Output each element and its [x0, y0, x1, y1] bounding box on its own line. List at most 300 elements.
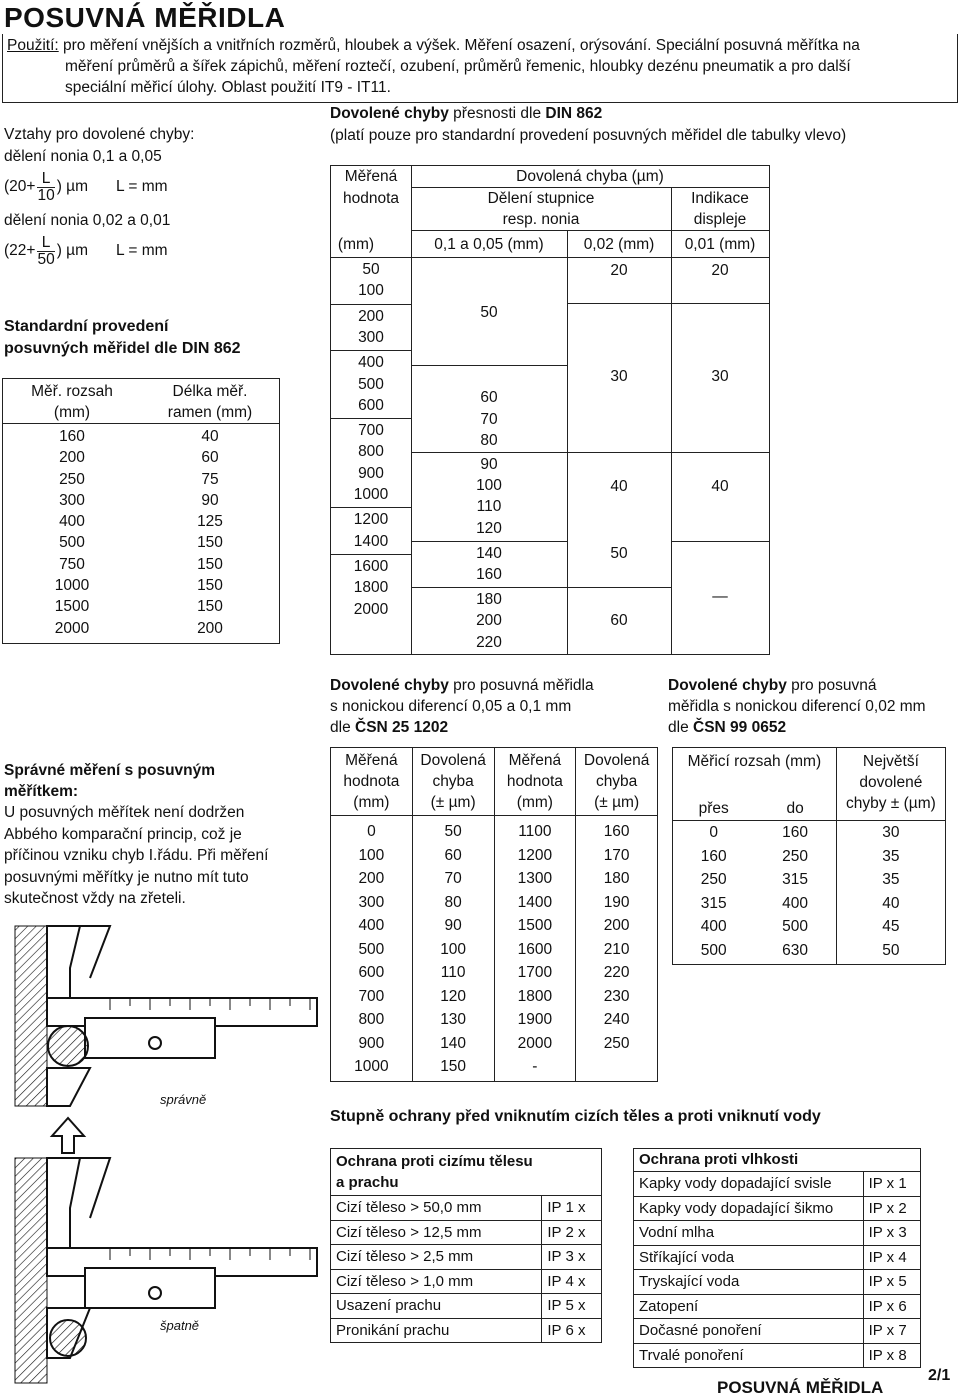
csn251202-cell: 1000: [354, 1058, 389, 1075]
table-row: [331, 1318, 602, 1343]
solid-description: Cizí těleso > 2,5 mm: [331, 1245, 542, 1270]
ip-code: IP 4 x: [542, 1269, 602, 1294]
csn251202-cell: 80: [412, 891, 494, 915]
water-description: Vodní mlha: [634, 1221, 864, 1246]
measured-cell: 1000: [353, 486, 389, 503]
table-row: [331, 1032, 658, 1056]
formula1-numerator: L: [37, 171, 54, 188]
csn251202-cell: 160: [576, 816, 658, 844]
csn251202-cell: 60: [412, 844, 494, 868]
csn251202-cell: 200: [358, 870, 385, 887]
standard-col2-header: [141, 379, 280, 424]
csn251202-cell: 1300: [494, 867, 576, 891]
correct-text-line: Abbého komparační princip, což je: [4, 825, 242, 843]
intro-box: [2, 34, 958, 103]
measured-cell: 50: [362, 261, 380, 278]
header-text: Dovolená: [583, 752, 650, 769]
col-header: 0,1 a 0,05 (mm): [434, 236, 544, 253]
water-description: Kapky vody dopadající svisle: [634, 1172, 864, 1197]
csn990652-cell: 400: [782, 894, 809, 912]
standard-col1-header: [3, 379, 142, 424]
scale-cell: 90: [480, 456, 498, 473]
csn251202-cell: 800: [358, 1011, 385, 1028]
grid-line: [411, 587, 567, 588]
csn251202-cell: 400: [358, 917, 385, 934]
table-row: [673, 868, 946, 892]
scale-cell: 120: [476, 520, 502, 537]
range-cell: 2000: [54, 619, 90, 637]
ip-code: IP 2 x: [542, 1220, 602, 1245]
csn251202-cell: 1400: [494, 891, 576, 915]
measured-cell: 1200: [353, 511, 389, 529]
standard-heading: [4, 316, 304, 360]
table-row: [634, 1172, 921, 1197]
header-text: (mm): [353, 794, 390, 811]
grid-line: [567, 303, 671, 304]
intro-line-3: speciální měřicí úlohy. Oblast použití IT9 - IT11.: [65, 79, 391, 96]
correct-text-line: U posuvných měřítek není dodržen: [4, 804, 245, 821]
table-row: [634, 1319, 921, 1344]
range-cell: 400: [59, 513, 85, 531]
table-row: [331, 938, 658, 962]
csn251202-header-cell: [331, 748, 413, 816]
caliper-wrong-drawing: [15, 1158, 317, 1383]
table-row: [331, 1008, 658, 1032]
din862-subtitle: (platí pouze pro standardní provedení posuvných měřidel dle tabulky vlevo): [330, 127, 847, 144]
grid-line: [671, 303, 769, 304]
csn990652-line2: měřidla s nonickou diferencí 0,02 mm: [668, 698, 926, 715]
correct-heading-line2: měřítkem:: [4, 783, 79, 800]
table-row: [673, 821, 946, 845]
relations-block: [4, 124, 304, 271]
display-header: Indikace: [691, 190, 749, 207]
header-text: dovolené: [859, 774, 923, 791]
table-row: [331, 961, 658, 985]
header-text: (± µm): [430, 794, 476, 811]
csn990652-cell: 0: [673, 821, 755, 845]
csn251202-cell: 140: [412, 1032, 494, 1056]
display-cell: —: [712, 588, 728, 605]
din862-table: [330, 165, 770, 655]
intro-line-1: pro měření vnějších a vnitřních rozměrů, hloubek a výšek. Měření osazení, orýsování. Speciální posuvná měřítka na: [58, 37, 860, 54]
grid-line: [567, 587, 671, 588]
jaw-length-cell: 60: [201, 449, 219, 467]
scale-cell: 160: [476, 566, 502, 583]
ip-code: IP x 4: [863, 1245, 920, 1270]
table-row: [331, 985, 658, 1009]
ip-code: IP 1 x: [542, 1196, 602, 1221]
csn251202-cell: [576, 1055, 658, 1081]
scale-cell: 200: [476, 612, 502, 629]
correct-measurement-block: [4, 760, 314, 910]
header-text: chyba: [595, 773, 638, 790]
correct-heading-line1: Správné měření s posuvným: [4, 762, 216, 779]
measured-cell: 600: [358, 396, 384, 414]
csn990652-cell: 35: [836, 868, 945, 892]
jaw-length-cell: 40: [201, 428, 219, 445]
display-cell: 40: [711, 478, 729, 495]
ip-code: IP 3 x: [542, 1245, 602, 1270]
grid-line: [411, 230, 769, 231]
header-text: Měřená: [508, 752, 562, 769]
measured-cell: 500: [358, 375, 384, 393]
label-correct: správně: [160, 1092, 207, 1107]
table-row: [634, 1343, 921, 1368]
grid-line: [671, 452, 769, 453]
csn251202-cell: 900: [358, 1034, 385, 1052]
scale-cell: 70: [480, 411, 498, 428]
water-description: Kapky vody dopadající šikmo: [634, 1196, 864, 1221]
standard-table: [2, 378, 280, 644]
table-header: [331, 748, 658, 816]
measured-cell: 400: [358, 354, 384, 372]
to-header: do: [786, 800, 804, 817]
csn251202-line2: s nonickou diferencí 0,05 a 0,1 mm: [330, 698, 572, 715]
csn990652-cell: 250: [700, 871, 727, 888]
csn251202-header-cell: [576, 748, 658, 816]
csn251202-table: [330, 747, 658, 1082]
table-row: [673, 892, 946, 916]
solid-description: Cizí těleso > 12,5 mm: [331, 1220, 542, 1245]
page-number: 2/1: [928, 1367, 951, 1384]
csn251202-cell: 250: [576, 1032, 658, 1056]
formula2-l: L = mm: [116, 242, 168, 259]
csn990652-cell: 400: [700, 918, 727, 935]
scale-cell: 80: [480, 432, 498, 449]
csn251202-standard: ČSN 25 1202: [355, 719, 449, 736]
table-row: [331, 1245, 602, 1270]
csn251202-line3-pre: dle: [330, 719, 355, 736]
table-row: [331, 1294, 602, 1319]
csn990652-cell: 500: [782, 918, 809, 935]
csn251202-cell: 1500: [494, 914, 576, 938]
header-text: chyba: [432, 773, 474, 790]
table-row: [3, 554, 280, 575]
range-header: Měřicí rozsah (mm): [687, 753, 822, 770]
scale-cell: 220: [476, 634, 502, 651]
nonia-cell: 40: [610, 478, 628, 495]
table-row: [634, 1270, 921, 1295]
csn251202-title-rest: pro posuvná měřidla: [448, 677, 594, 694]
ip-code: IP x 6: [863, 1294, 920, 1319]
grid-line: [411, 541, 567, 542]
scale-cell: 180: [476, 591, 502, 608]
measured-cell: 100: [358, 282, 384, 300]
display-header: displeje: [693, 211, 747, 228]
din862-title-rest: přesnosti dle: [448, 105, 546, 122]
caliper-illustration: [10, 918, 320, 1388]
table-row: [3, 490, 280, 511]
solid-header: [331, 1149, 602, 1196]
range-cell: 160: [59, 428, 85, 445]
csn251202-cell: 220: [576, 961, 658, 985]
csn251202-cell: 230: [576, 985, 658, 1009]
formula2-denominator: 50: [37, 250, 55, 268]
table-row: [331, 891, 658, 915]
formula2-label: dělení nonia 0,02 a 0,01: [4, 212, 171, 229]
from-header: přes: [698, 800, 729, 817]
table-row: [3, 596, 280, 617]
nonia-cell: 60: [610, 612, 628, 629]
grid-line: [411, 365, 567, 366]
table-row: [331, 1269, 602, 1294]
table-row: [331, 914, 658, 938]
scale-cell: 60: [480, 389, 498, 406]
range-cell: 750: [59, 555, 85, 573]
measured-cell: 800: [358, 443, 384, 461]
table-header: [673, 748, 946, 786]
formula1-unit: ) µm: [56, 178, 89, 195]
col-header: 0,02 (mm): [583, 236, 655, 253]
grid-line: [331, 507, 411, 508]
table-row: [3, 424, 280, 448]
table-row: [3, 469, 280, 490]
header-text: (mm): [516, 794, 553, 811]
solid-description: Pronikání prachu: [331, 1318, 542, 1343]
grid-line: [671, 541, 769, 542]
page-header: [4, 2, 958, 34]
table-row: [3, 447, 280, 468]
correct-text: [4, 802, 314, 910]
measured-cell: 1600: [353, 557, 389, 575]
table-row: [634, 1196, 921, 1221]
table-row: [331, 844, 658, 868]
ip-code: IP 5 x: [542, 1294, 602, 1319]
jaw-length-cell: 150: [197, 598, 223, 616]
csn990652-cell: 30: [836, 821, 945, 845]
csn251202-header-cell: [494, 748, 576, 816]
table-row: [331, 816, 658, 844]
csn990652-cell: 315: [782, 871, 809, 888]
range-cell: 300: [59, 491, 85, 509]
table-row: [3, 532, 280, 553]
jaw-length-cell: 150: [197, 555, 223, 573]
nonia-cell: 30: [610, 368, 628, 385]
grid-line: [411, 452, 567, 453]
ip-code: IP x 5: [863, 1270, 920, 1295]
formula1-denominator: 10: [37, 186, 55, 204]
intro-line-2: měření průměrů a šířek zápichů, měření roztečí, ozubení, průměrů řemenic, hloubky dezénu pneumatik a pro další: [65, 58, 851, 75]
table-header: [634, 1149, 921, 1172]
csn990652-cell: 500: [700, 941, 727, 959]
grid-line: [331, 350, 411, 351]
label-wrong: špatně: [160, 1318, 200, 1333]
header-text: Největší: [862, 753, 919, 770]
measured-cell: 200: [358, 307, 384, 325]
solid-description: Usazení prachu: [331, 1294, 542, 1319]
jaw-length-cell: 200: [197, 619, 223, 637]
din862-title-din: DIN 862: [545, 105, 603, 122]
csn990652-cell: 50: [836, 939, 945, 965]
csn251202-cell: 200: [576, 914, 658, 938]
din862-heading: [330, 103, 960, 147]
measured-cell: 900: [358, 464, 384, 482]
jaw-length-cell: 75: [201, 470, 219, 488]
header-text: hodnota: [343, 773, 400, 790]
solid-description: Cizí těleso > 1,0 mm: [331, 1269, 542, 1294]
scale-cell: 110: [476, 498, 502, 515]
page-title: POSUVNÁ MĚŘIDLA: [4, 2, 286, 33]
grid-line: [331, 554, 411, 555]
csn251202-cell: 210: [576, 938, 658, 962]
header-text: Měřená: [345, 752, 398, 769]
water-description: Tryskající voda: [634, 1270, 864, 1295]
csn251202-cell: 700: [358, 987, 385, 1005]
header-text: ramen (mm): [167, 404, 253, 421]
table-row: [673, 915, 946, 939]
formula2-prefix: (22+: [4, 242, 36, 259]
ip-code: IP x 3: [863, 1221, 920, 1246]
water-description: Zatopení: [634, 1294, 864, 1319]
range-cell: 200: [59, 449, 85, 467]
scale-header: resp. nonia: [502, 211, 580, 228]
measured-header: hodnota: [342, 190, 400, 207]
csn251202-cell: -: [494, 1055, 576, 1081]
error-header: Dovolená chyba (µm): [516, 168, 664, 185]
csn990652-standard: ČSN 99 0652: [693, 719, 787, 736]
footer-title: POSUVNÁ MĚŘIDLA: [717, 1378, 884, 1397]
standard-heading-line2: posuvných měřidel dle DIN 862: [4, 340, 241, 357]
formula1-fraction: [37, 171, 54, 204]
csn251202-heading: [330, 675, 660, 738]
standard-heading-line1: Standardní provedení: [4, 318, 169, 335]
csn251202-cell: 1700: [494, 961, 576, 985]
scale-cell: 50: [480, 304, 498, 321]
grid-line: [567, 452, 671, 453]
formula1-l: L = mm: [116, 178, 168, 195]
ip-code: IP x 7: [863, 1319, 920, 1344]
header-text: hodnota: [506, 773, 563, 790]
col-header: 0,01 (mm): [684, 236, 756, 253]
formula2-numerator: L: [37, 235, 54, 252]
csn251202-cell: 240: [576, 1008, 658, 1032]
csn990652-cell: 160: [700, 847, 727, 865]
protection-heading: Stupně ochrany před vniknutím cizích těles a proti vniknutí vody: [330, 1108, 821, 1125]
range-cell: 1500: [54, 598, 90, 616]
measured-cell: 1800: [353, 579, 389, 597]
csn990652-title-bold: Dovolené chyby: [668, 677, 787, 694]
jaw-length-cell: 150: [197, 534, 223, 552]
water-description: Trvalé ponoření: [634, 1343, 864, 1368]
table-row: [634, 1221, 921, 1246]
csn251202-cell: 110: [412, 961, 494, 985]
table-row: [331, 1196, 602, 1221]
jaw-length-cell: 150: [197, 577, 223, 595]
table-row: [331, 867, 658, 891]
csn251202-cell: 0: [331, 816, 413, 844]
ip-code: IP x 1: [863, 1172, 920, 1197]
csn990652-cell: 315: [700, 894, 727, 912]
csn251202-cell: 180: [576, 867, 658, 891]
display-cell: 30: [711, 368, 729, 385]
scale-cell: 140: [476, 545, 502, 562]
header-text: Délka měř.: [172, 383, 248, 400]
csn990652-table: [672, 747, 946, 965]
csn251202-cell: 90: [412, 914, 494, 938]
table-row: [3, 618, 280, 644]
csn251202-cell: 1600: [494, 938, 576, 962]
water-description: Stříkající voda: [634, 1245, 864, 1270]
grid-line: [331, 304, 411, 305]
unit-header: (mm): [337, 236, 375, 253]
water-description: Dočasné ponoření: [634, 1319, 864, 1344]
header-text: chyby ± (µm): [846, 795, 936, 812]
csn990652-cell: 40: [836, 892, 945, 916]
display-cell: 20: [711, 262, 729, 279]
ip-code: IP x 2: [863, 1196, 920, 1221]
csn251202-title-bold: Dovolené chyby: [330, 677, 449, 694]
formula2-fraction: [37, 235, 54, 268]
correct-text-line: posuvnými měřítky je nutno mít tuto: [4, 868, 249, 886]
header-text: Měř. rozsah: [31, 383, 113, 400]
formula2: [4, 231, 304, 271]
solid-description: Cizí těleso > 50,0 mm: [331, 1196, 542, 1221]
table-row: [673, 939, 946, 965]
csn251202-cell: 1200: [494, 844, 576, 868]
relations-heading: Vztahy pro dovolené chyby:: [4, 126, 195, 143]
csn251202-cell: 170: [576, 844, 658, 868]
csn990652-heading: [668, 675, 960, 738]
csn251202-cell: 1900: [494, 1008, 576, 1032]
table-row: [331, 1055, 658, 1081]
csn251202-header-cell: [412, 748, 494, 816]
formula1-prefix: (20+: [4, 178, 36, 195]
range-cell: 500: [59, 534, 85, 552]
protection-water-table: [633, 1148, 921, 1368]
header-text: Dovolená: [420, 752, 486, 769]
formula2-unit: ) µm: [56, 242, 89, 259]
csn990652-cell: 35: [836, 845, 945, 869]
correct-text-line: příčinou vzniku chyb I.řádu. Při měření: [4, 847, 269, 864]
csn990652-cell: 250: [782, 847, 809, 865]
table-row: [3, 575, 280, 596]
header-text: (mm): [53, 404, 91, 421]
protection-solid-table: [330, 1148, 602, 1343]
csn990652-title-rest: pro posuvná: [786, 677, 877, 694]
table-header: [3, 379, 280, 424]
measured-cell: 1400: [353, 532, 389, 550]
table-row: [673, 845, 946, 869]
nonia-cell: 20: [610, 262, 628, 279]
measured-cell: 300: [358, 328, 384, 346]
din862-title-bold: Dovolené chyby: [330, 105, 449, 122]
csn251202-cell: 70: [412, 867, 494, 891]
nonia-cell: 50: [610, 545, 628, 562]
ip-code: IP 6 x: [542, 1318, 602, 1343]
header-text: (± µm): [594, 794, 640, 811]
csn990652-cell: 160: [754, 821, 836, 845]
csn251202-cell: 190: [576, 891, 658, 915]
table-header: [331, 1149, 602, 1196]
csn251202-cell: 1100: [494, 816, 576, 844]
ip-code: IP x 8: [863, 1343, 920, 1368]
standard-table-body: [3, 424, 280, 644]
correct-text-line: skutečnost vždy na zřeteli.: [4, 890, 186, 907]
max-error-header: [836, 748, 945, 821]
formula1: [4, 167, 304, 207]
table-row: [3, 511, 280, 532]
csn251202-cell: 500: [358, 940, 385, 958]
water-header: Ochrana proti vlhkosti: [639, 1151, 799, 1168]
formula1-label: dělení nonia 0,1 a 0,05: [4, 148, 162, 165]
csn251202-cell: 100: [412, 938, 494, 962]
csn990652-line3-pre: dle: [668, 719, 693, 736]
scale-cell: 100: [476, 477, 502, 494]
grid-line: [331, 257, 769, 258]
table-row: [634, 1245, 921, 1270]
measured-header: Měřená: [344, 168, 398, 185]
grid-line: [567, 230, 568, 654]
